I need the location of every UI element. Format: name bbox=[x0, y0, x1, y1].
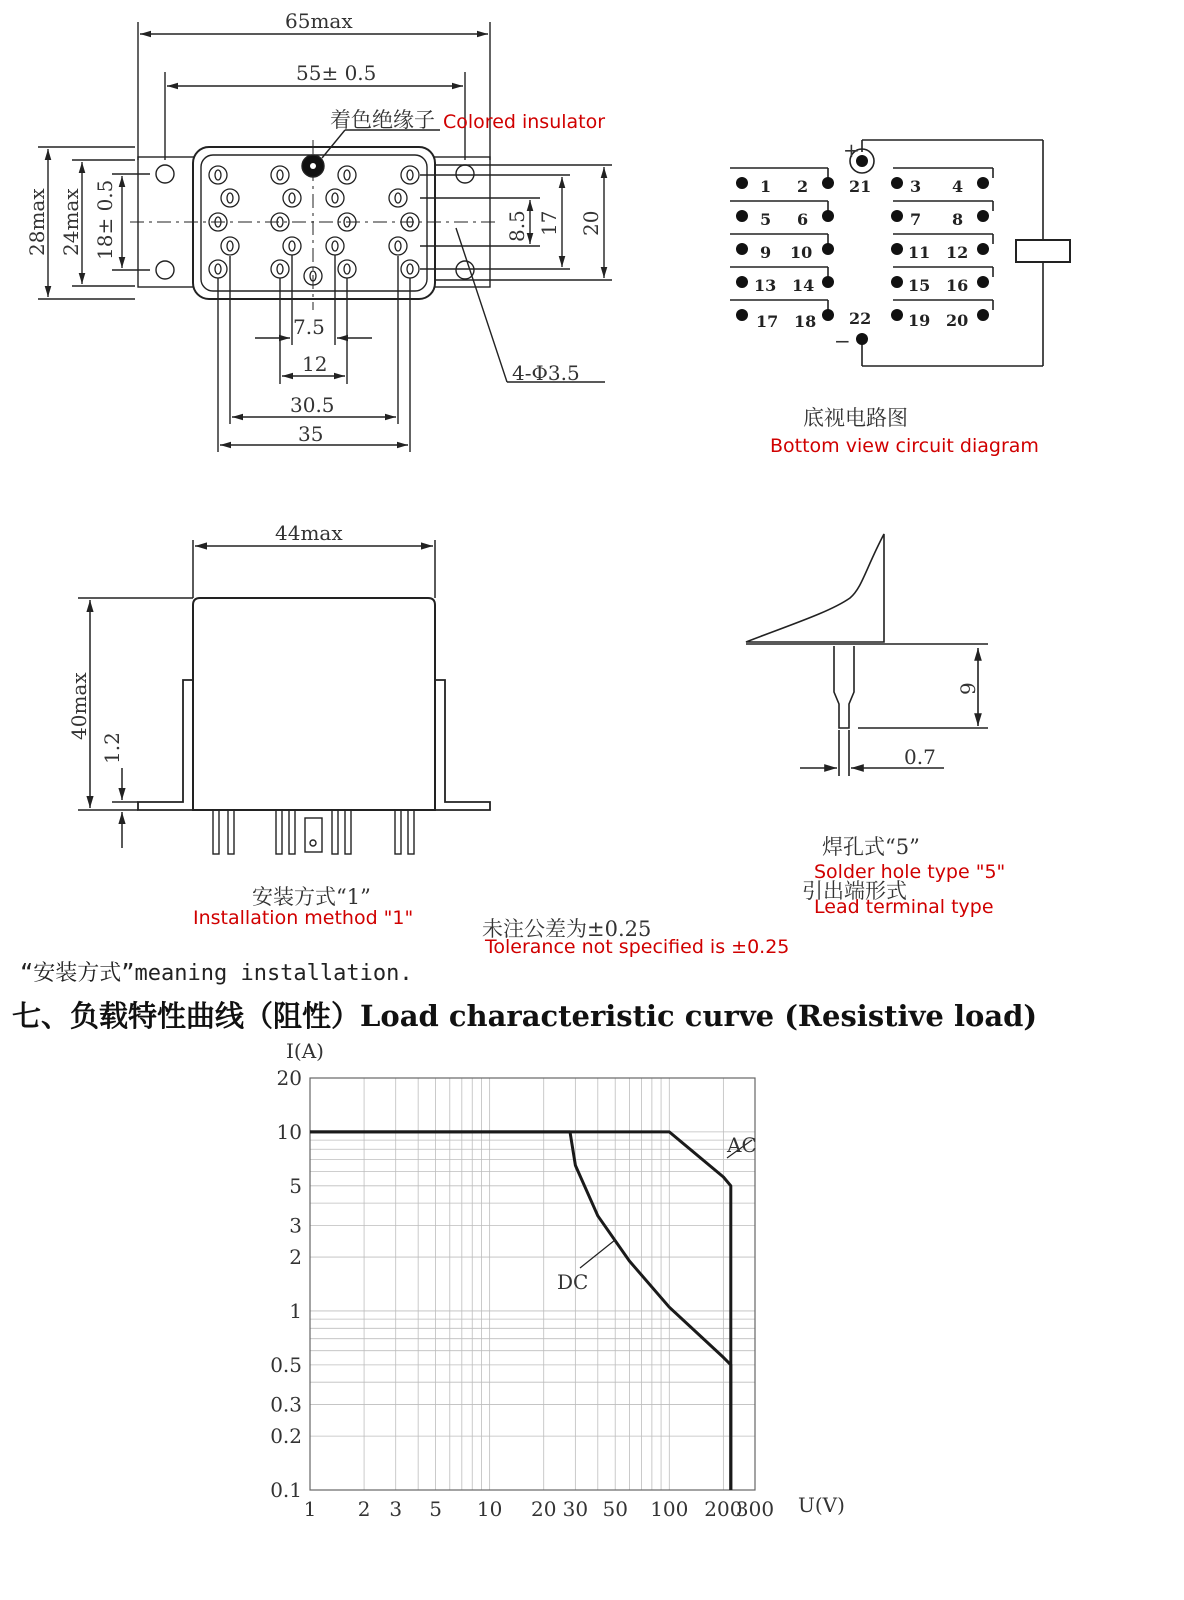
pin-19: 19 bbox=[908, 311, 931, 330]
y-tick-label: 0.1 bbox=[270, 1478, 302, 1502]
dim-17: 17 bbox=[537, 210, 561, 236]
y-tick-label: 3 bbox=[289, 1213, 302, 1238]
insulator-label-cn: 着色绝缘子 bbox=[330, 108, 435, 132]
dim-8-5: 8.5 bbox=[505, 210, 529, 242]
solder-type-cn: 焊孔式“5” bbox=[822, 835, 920, 859]
dim-35: 35 bbox=[298, 422, 324, 446]
tolerance-cn: 未注公差为±0.25 bbox=[482, 917, 652, 941]
pin-20: 20 bbox=[946, 311, 969, 330]
pin-5: 5 bbox=[760, 210, 772, 229]
y-tick-label: 5 bbox=[289, 1173, 302, 1198]
y-tick-label: 0.3 bbox=[270, 1392, 302, 1417]
y-tick-labels bbox=[270, 1066, 302, 1502]
pin-21: 21 bbox=[849, 177, 872, 196]
x-axis-label: U(V) bbox=[798, 1493, 845, 1517]
pin-11: 11 bbox=[908, 243, 931, 262]
pin-8: 8 bbox=[952, 210, 964, 229]
lead-type-en: Lead terminal type bbox=[814, 896, 994, 918]
dim-24max: 24max bbox=[59, 188, 83, 256]
dim-55: 55± 0.5 bbox=[296, 61, 377, 85]
pin-16: 16 bbox=[946, 276, 969, 295]
circuit-caption-cn: 底视电路图 bbox=[803, 406, 908, 430]
y-tick-label: 10 bbox=[276, 1119, 302, 1144]
x-tick-label: 100 bbox=[650, 1497, 689, 1521]
x-tick-label: 10 bbox=[476, 1497, 503, 1521]
dim-20: 20 bbox=[579, 210, 603, 236]
dim-18: 18± 0.5 bbox=[93, 179, 117, 260]
x-tick-label: 5 bbox=[429, 1497, 442, 1521]
terminal-detail-drawing bbox=[746, 534, 988, 776]
chart-grid bbox=[310, 1078, 755, 1490]
pin-14: 14 bbox=[792, 276, 815, 295]
insulator-label-en: Colored insulator bbox=[443, 111, 606, 133]
y-axis-label: I(A) bbox=[286, 1039, 324, 1063]
pin-10: 10 bbox=[790, 243, 813, 262]
dim-30-5: 30.5 bbox=[290, 393, 335, 417]
pin-6: 6 bbox=[797, 210, 809, 229]
x-tick-label: 20 bbox=[530, 1497, 557, 1521]
solder-type-en: Solder hole type "5" bbox=[814, 861, 1006, 883]
y-tick-label: 20 bbox=[276, 1066, 302, 1090]
pin-3: 3 bbox=[910, 177, 922, 196]
pin-9: 9 bbox=[760, 243, 772, 262]
dim-40max: 40max bbox=[67, 672, 91, 740]
y-tick-label: 1 bbox=[289, 1298, 302, 1323]
dim-mount-holes: 4-Φ3.5 bbox=[512, 361, 580, 385]
coil-plus: + bbox=[843, 138, 860, 162]
tolerance-en: Tolerance not specified is ±0.25 bbox=[485, 936, 790, 958]
x-tick-label: 2 bbox=[357, 1497, 371, 1521]
section-heading: 七、负载特性曲线（阻性）Load characteristic curve (Resistive load) bbox=[12, 999, 1038, 1033]
dim-12: 12 bbox=[302, 352, 328, 376]
side-view-drawing bbox=[78, 540, 490, 854]
pin-4: 4 bbox=[952, 177, 964, 196]
y-tick-label: 0.2 bbox=[270, 1424, 302, 1449]
pin-7: 7 bbox=[910, 210, 922, 229]
dim-44max: 44max bbox=[275, 521, 343, 545]
pin-17: 17 bbox=[756, 312, 779, 331]
dim-0-7: 0.7 bbox=[904, 745, 936, 769]
install-caption-en: Installation method "1" bbox=[193, 907, 414, 929]
ac-series-label: AC bbox=[727, 1133, 757, 1157]
dim-65max: 65max bbox=[285, 9, 353, 33]
install-caption-cn: 安装方式“1” bbox=[252, 885, 371, 909]
dc-series-label: DC bbox=[557, 1270, 589, 1294]
dim-1-2: 1.2 bbox=[100, 732, 124, 764]
pin-18: 18 bbox=[794, 312, 817, 331]
lead-type-cn: 引出端形式 bbox=[802, 879, 907, 903]
x-tick-labels bbox=[304, 1497, 774, 1521]
install-meaning-note: “安装方式”meaning installation. bbox=[20, 961, 413, 986]
x-tick-label: 50 bbox=[602, 1497, 628, 1521]
y-tick-label: 2 bbox=[289, 1245, 302, 1270]
x-tick-label: 30 bbox=[562, 1497, 589, 1521]
y-tick-label: 0.5 bbox=[270, 1352, 302, 1377]
pin-1: 1 bbox=[760, 177, 772, 196]
dim-7-5: 7.5 bbox=[293, 315, 325, 339]
coil-minus: − bbox=[834, 329, 851, 353]
circuit-caption-en: Bottom view circuit diagram bbox=[770, 435, 1039, 457]
x-tick-label: 200 bbox=[704, 1497, 743, 1521]
pin-2: 2 bbox=[797, 177, 809, 196]
pin-15: 15 bbox=[908, 276, 931, 295]
x-tick-label: 300 bbox=[735, 1497, 775, 1521]
pin-22: 22 bbox=[849, 309, 872, 328]
x-tick-label: 3 bbox=[389, 1497, 403, 1521]
pin-12: 12 bbox=[946, 243, 969, 262]
terminal-detail-labels bbox=[802, 682, 1005, 918]
dim-9: 9 bbox=[956, 682, 980, 695]
pin-13: 13 bbox=[754, 276, 777, 295]
load-chart bbox=[270, 1039, 845, 1521]
dim-28max: 28max bbox=[25, 188, 49, 256]
x-tick-label: 1 bbox=[303, 1497, 317, 1521]
